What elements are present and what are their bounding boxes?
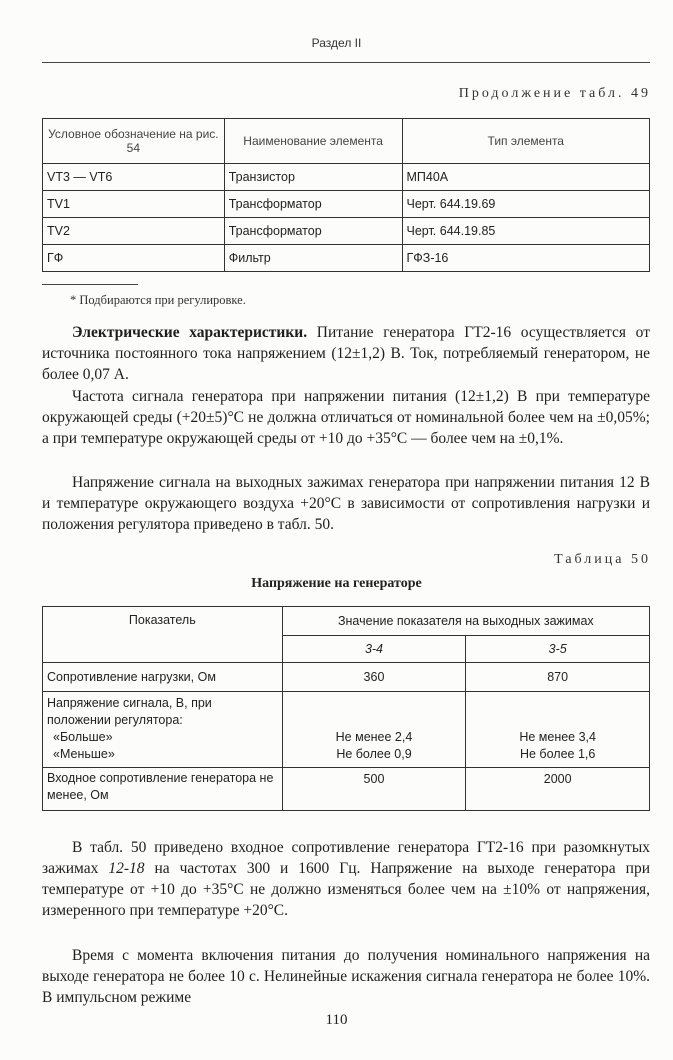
table-header-cell: 3-5 [466,636,650,663]
paragraph-heading: Электрические характеристики. [72,324,308,341]
table-cell: Сопротивление нагрузки, Ом [43,663,283,692]
table-cell: Фильтр [224,245,402,272]
table-row [43,768,650,811]
table-cell: Входное сопротивление генератора не менее, Ом [43,768,283,811]
paragraph-electrical [42,322,650,385]
terminal-label: 12-18 [108,860,145,877]
table-cell-value: Не более 0,9 [336,747,412,761]
table-cell: Трансформатор [224,218,402,245]
paragraph-text: В табл. 50 приведено входное сопротивление генератора ГТ2-16 при разомкнутых зажимах [42,839,650,877]
footnote-rule [42,284,138,285]
header-rule [42,62,650,63]
table-header-row [43,607,650,636]
table-header-cell: Наименование элемента [224,119,402,164]
page-number: 110 [325,1012,348,1028]
table-cell-label: Напряжение сигнала, В, при положении регулятора: [47,696,212,727]
table-cell-sublabel: «Больше» [53,730,113,744]
table-50-caption: Таблица 50 [554,552,651,567]
footnote: * Подбираются при регулировке. [70,293,246,307]
table-header-cell: Тип элемента [402,119,650,164]
table-cell: Транзистор [224,164,402,191]
table-header-row [43,119,650,164]
table-row [43,218,650,245]
table-cell: VT3 — VT6 [43,164,225,191]
table-50 [42,606,650,811]
table-cell [43,692,283,768]
table-cell: TV2 [43,218,225,245]
table-50-title: Напряжение на генераторе [251,576,422,591]
table-cell-value: Не менее 3,4 [519,730,596,744]
table-cell: 2000 [466,768,650,811]
table-header-cell: Показатель [43,607,283,663]
table-cell: ГФ [43,245,225,272]
table-row [43,692,650,768]
table-49-caption: Продолжение табл. 49 [458,86,651,101]
table-cell [466,692,650,768]
table-header-cell: 3-4 [282,636,466,663]
table-row [43,245,650,272]
table-cell: Трансформатор [224,191,402,218]
table-cell-sublabel: «Меньше» [53,747,115,761]
table-cell: МП40А [402,164,650,191]
running-head: Раздел II [311,36,362,50]
table-cell: 500 [282,768,466,811]
table-row [43,663,650,692]
table-49 [42,118,650,272]
table-cell: Черт. 644.19.85 [402,218,650,245]
table-cell-value: Не более 1,6 [519,747,596,761]
paragraph-text: Питание генератора ГТ2-16 осуществляется от источника постоянного тока напряжением (12±1,2) В. Ток, потребляемый генератором, не более 0,07 А. [42,324,651,383]
table-cell: Черт. 644.19.69 [402,191,650,218]
table-cell [282,692,466,768]
table-header-cell: Значение показателя на выходных зажимах [282,607,649,636]
paragraph-text: на частотах 300 и 1600 Гц. Напряжение на выходе генератора при температуре от +10 до +35°С не должно изменяться более чем на ±10% от напряжения, измеренного при температуре +20°С. [42,860,650,919]
table-cell: 360 [282,663,466,692]
table-row [43,164,650,191]
paragraph-startup-time: Время с момента включения питания до получения номинального напряжения на выходе генератора не более 10 с. Нелинейные искажения сигнала генератора не более 10%. В импульсном режиме [42,947,650,1006]
table-cell: ГФЗ-16 [402,245,650,272]
paragraph-voltage: Напряжение сигнала на выходных зажимах генератора при напряжении питания 12 В и температуре окружающего воздуха +20°С в зависимости от сопротивления нагрузки и положения регулятора приведено в табл. 50. [42,474,650,533]
table-header-cell: Условное обозначение на рис. 54 [43,119,225,164]
table-cell: 870 [466,663,650,692]
table-cell: TV1 [43,191,225,218]
paragraph-input-resistance [42,837,650,921]
table-cell-value: Не менее 2,4 [335,730,413,744]
table-row [43,191,650,218]
paragraph-frequency: Частота сигнала генератора при напряжении питания (12±1,2) В при температуре окружающей среды (+20±5)°С не должна отличаться от номинальной более чем на ±0,05%; а при температуре окружающей среды от +10 до +35°С — более чем на ±0,1%. [42,388,650,447]
